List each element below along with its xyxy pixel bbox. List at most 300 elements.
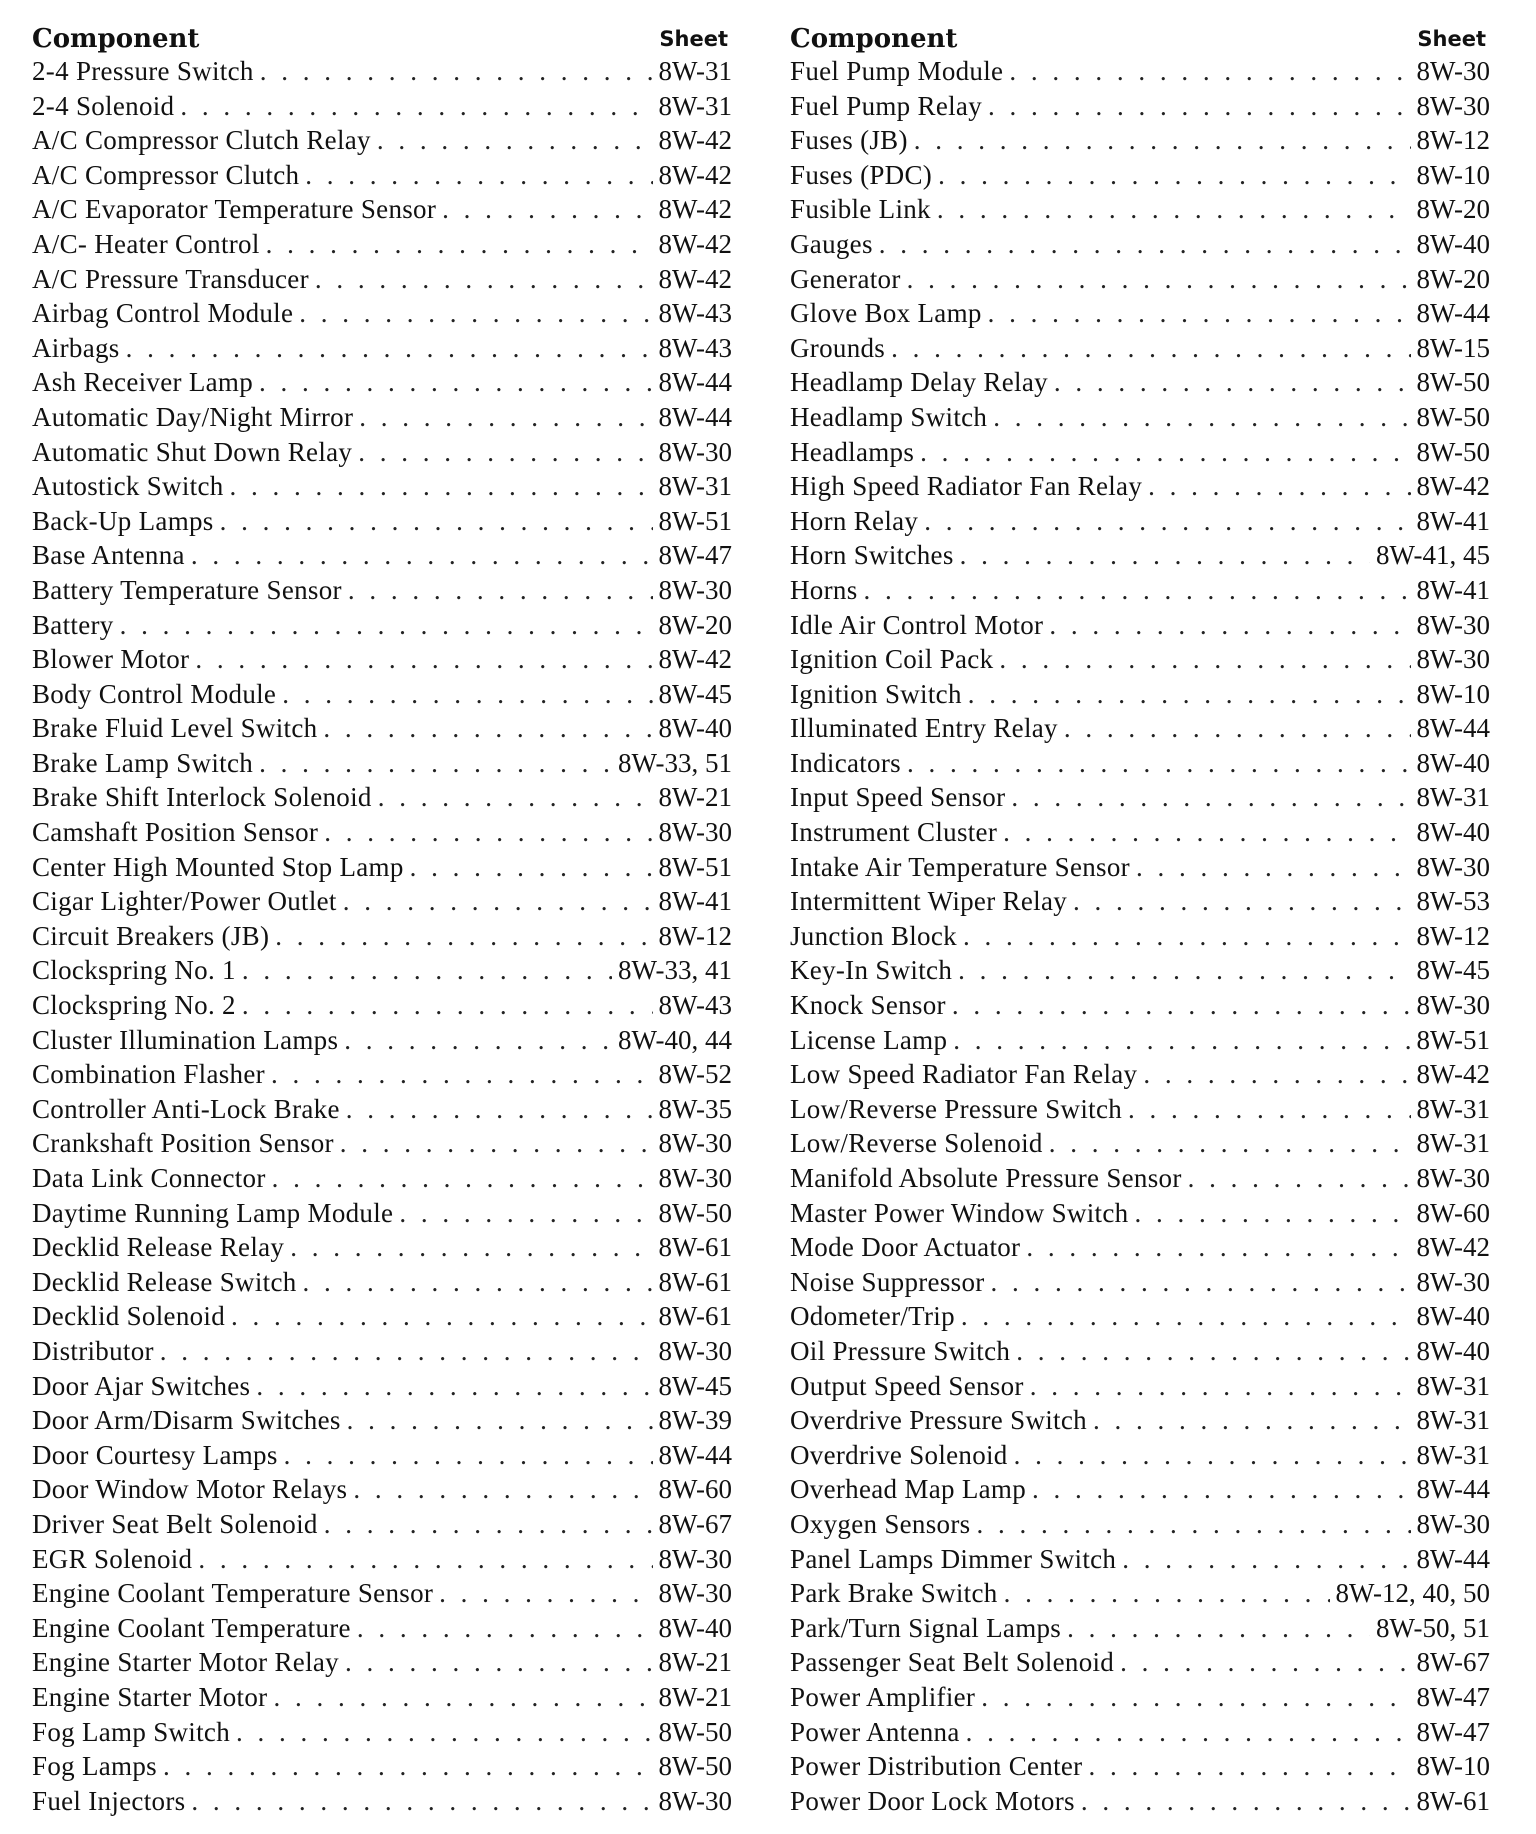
dot-leader [198,1542,652,1577]
sheet-reference: 8W-31 [1416,1128,1490,1159]
list-item [790,884,1490,919]
component-name: Overdrive Solenoid [790,1439,1008,1470]
sheet-reference: 8W-31 [1416,1439,1490,1470]
component-name: Headlamps [790,436,915,467]
sheet-reference: 8W-50 [1416,401,1490,432]
list-item [32,1438,732,1473]
dot-leader [999,642,1410,677]
dot-leader [358,435,652,470]
sheet-reference: 8W-42 [658,263,732,294]
dot-leader [991,1265,1411,1300]
component-list [790,54,1490,1818]
component-name: Ignition Coil Pack [790,644,994,675]
component-name: Park Brake Switch [790,1578,998,1609]
dot-leader [282,677,652,712]
component-name: Airbag Control Module [32,298,294,329]
component-name: Blower Motor [32,644,190,675]
component-name: Door Window Motor Relays [32,1474,348,1505]
list-item [32,1023,732,1058]
component-name: 2-4 Solenoid [32,90,175,121]
sheet-reference: 8W-20 [658,609,732,640]
list-item [32,1784,732,1819]
dot-leader [359,400,652,435]
component-name: Glove Box Lamp [790,298,982,329]
list-item [32,1576,732,1611]
sheet-header: Sheet [1417,27,1486,51]
component-name: Illuminated Entry Relay [790,713,1058,744]
component-name: Mode Door Actuator [790,1232,1021,1263]
list-item [790,815,1490,850]
dot-leader [1016,1334,1410,1369]
dot-leader [272,1161,653,1196]
list-item [32,400,732,435]
list-item [790,1265,1490,1300]
sheet-reference: 8W-51 [1416,1024,1490,1055]
sheet-header: Sheet [659,27,728,51]
component-name: Brake Lamp Switch [32,747,254,778]
list-item [32,1126,732,1161]
sheet-reference: 8W-30 [1416,851,1490,882]
component-name: Fog Lamp Switch [32,1716,230,1747]
list-item [790,192,1490,227]
sheet-reference: 8W-42 [1416,1232,1490,1263]
list-item [790,1542,1490,1577]
list-item [32,608,732,643]
dot-leader [220,504,653,539]
list-item [32,1472,732,1507]
dot-leader [346,1092,653,1127]
sheet-reference: 8W-40 [1416,1335,1490,1366]
dot-leader [1093,1403,1411,1438]
dot-leader [1081,1784,1411,1819]
list-item [790,469,1490,504]
dot-leader [399,1196,652,1231]
component-name: Combination Flasher [32,1059,265,1090]
component-name: Idle Air Control Motor [790,609,1044,640]
list-item [32,1715,732,1750]
sheet-reference: 8W-39 [658,1405,732,1436]
list-item [790,1092,1490,1127]
component-name: EGR Solenoid [32,1543,193,1574]
dot-leader [259,365,652,400]
component-name: Instrument Cluster [790,817,998,848]
sheet-reference: 8W-31 [658,90,732,121]
list-item [790,227,1490,262]
list-item [790,1715,1490,1750]
sheet-reference: 8W-40 [1416,817,1490,848]
component-name: Cigar Lighter/Power Outlet [32,886,337,917]
sheet-reference: 8W-52 [658,1059,732,1090]
sheet-reference: 8W-21 [658,782,732,813]
sheet-reference: 8W-20 [1416,263,1490,294]
component-name: Door Courtesy Lamps [32,1439,278,1470]
sheet-reference: 8W-31 [658,471,732,502]
dot-leader [259,746,612,781]
sheet-reference: 8W-30 [658,817,732,848]
component-name: Ignition Switch [790,678,962,709]
component-name: Controller Anti-Lock Brake [32,1093,340,1124]
dot-leader [914,123,1411,158]
sheet-reference: 8W-35 [658,1093,732,1124]
dot-leader [377,123,653,158]
dot-leader [163,1749,653,1784]
dot-leader [242,953,612,988]
sheet-reference: 8W-31 [1416,1093,1490,1124]
dot-leader [907,746,1411,781]
sheet-reference: 8W-40 [1416,1301,1490,1332]
sheet-reference: 8W-31 [658,56,732,86]
dot-leader [981,1680,1410,1715]
component-name: Engine Coolant Temperature Sensor [32,1578,434,1609]
sheet-reference: 8W-53 [1416,886,1490,917]
dot-leader [290,1230,652,1265]
sheet-reference: 8W-40 [1416,228,1490,259]
dot-leader [345,1645,653,1680]
dot-leader [1030,1369,1411,1404]
sheet-reference: 8W-31 [1416,782,1490,813]
dot-leader [976,1507,1410,1542]
dot-leader [1067,1611,1370,1646]
list-item [790,1507,1490,1542]
component-name: Oxygen Sensors [790,1508,971,1539]
list-item [790,158,1490,193]
list-item [790,1680,1490,1715]
dot-leader [266,227,653,262]
sheet-reference: 8W-30 [658,1335,732,1366]
sheet-reference: 8W-50 [1416,436,1490,467]
component-name: Center High Mounted Stop Lamp [32,851,404,882]
sheet-reference: 8W-12 [1416,125,1490,156]
component-name: Automatic Shut Down Relay [32,436,353,467]
list-item [32,642,732,677]
sheet-reference: 8W-50, 51 [1376,1612,1490,1643]
component-name: Engine Coolant Temperature [32,1612,351,1643]
list-item [790,1023,1490,1058]
sheet-reference: 8W-40, 44 [618,1024,732,1055]
list-item [32,504,732,539]
list-item [32,919,732,954]
sheet-reference: 8W-42 [1416,1059,1490,1090]
component-name: Power Amplifier [790,1681,976,1712]
sheet-reference: 8W-31 [1416,1370,1490,1401]
sheet-reference: 8W-41 [1416,574,1490,605]
sheet-reference: 8W-42 [658,228,732,259]
list-item [32,331,732,366]
list-item [32,1265,732,1300]
sheet-reference: 8W-44 [658,1439,732,1470]
dot-leader [968,677,1411,712]
component-name: Engine Starter Motor [32,1681,268,1712]
dot-leader [347,1403,653,1438]
sheet-reference: 8W-43 [658,990,732,1021]
sheet-reference: 8W-30 [658,1543,732,1574]
list-item [32,1057,732,1092]
dot-leader [180,89,652,124]
component-name: Battery [32,609,114,640]
dot-leader [1136,850,1411,885]
dot-leader [953,1023,1410,1058]
sheet-reference: 8W-42 [658,125,732,156]
dot-leader [1188,1161,1411,1196]
dot-leader [1122,1542,1410,1577]
sheet-reference: 8W-61 [1416,1785,1490,1816]
dot-leader [315,262,653,297]
list-item [790,1057,1490,1092]
dot-leader [958,953,1410,988]
dot-leader [299,296,652,331]
list-item [32,1230,732,1265]
sheet-reference: 8W-47 [658,540,732,571]
sheet-reference: 8W-47 [1416,1716,1490,1747]
component-name: Overhead Map Lamp [790,1474,1027,1505]
sheet-reference: 8W-50 [658,1197,732,1228]
column-header [790,20,1490,54]
list-item [32,89,732,124]
column-header [32,20,732,54]
sheet-reference: 8W-30 [1416,56,1490,86]
component-name: Ash Receiver Lamp [32,367,254,398]
dot-leader [1088,1749,1410,1784]
component-name: Horn Switches [790,540,954,571]
list-item [32,123,732,158]
dot-leader [256,1369,652,1404]
sheet-reference: 8W-41 [1416,505,1490,536]
list-item [32,1507,732,1542]
list-item [32,884,732,919]
sheet-reference: 8W-31 [1416,1405,1490,1436]
sheet-reference: 8W-12, 40, 50 [1335,1578,1490,1609]
sheet-reference: 8W-10 [1416,1751,1490,1782]
sheet-reference: 8W-44 [1416,1474,1490,1505]
list-item [32,262,732,297]
list-item [32,815,732,850]
dot-leader [160,1334,653,1369]
component-name: Daytime Running Lamp Module [32,1197,394,1228]
dot-leader [960,538,1370,573]
list-item [790,365,1490,400]
list-item [32,1645,732,1680]
component-name: Gauges [790,228,873,259]
component-name: Circuit Breakers (JB) [32,920,270,951]
dot-leader [924,504,1410,539]
component-name: A/C- Heater Control [32,228,260,259]
list-item [32,1334,732,1369]
sheet-reference: 8W-30 [658,1128,732,1159]
component-name: Fusible Link [790,194,931,225]
dot-leader [891,331,1410,366]
sheet-reference: 8W-67 [1416,1647,1490,1678]
component-name: Key-In Switch [790,955,953,986]
component-name: A/C Compressor Clutch [32,159,300,190]
list-item [790,953,1490,988]
sheet-reference: 8W-30 [658,1163,732,1193]
sheet-reference: 8W-44 [658,367,732,398]
sheet-reference: 8W-45 [658,1370,732,1401]
dot-leader [343,884,653,919]
component-name: Fuel Pump Relay [790,90,982,121]
list-item [32,1403,732,1438]
component-name: Headlamp Switch [790,401,988,432]
list-item [790,1645,1490,1680]
dot-leader [236,1715,653,1750]
list-item [32,953,732,988]
component-name: Overdrive Pressure Switch [790,1405,1087,1436]
component-name: Power Door Lock Motors [790,1785,1075,1816]
list-item [32,850,732,885]
dot-leader [1026,1230,1410,1265]
dot-leader [305,158,652,193]
list-item [32,158,732,193]
list-item [790,780,1490,815]
list-item [790,296,1490,331]
component-header: Component [32,24,200,54]
dot-leader [303,1265,653,1300]
component-name: Oil Pressure Switch [790,1335,1011,1366]
component-name: Clockspring No. 2 [32,990,236,1021]
dot-leader [275,919,652,954]
sheet-reference: 8W-42 [658,194,732,225]
component-name: Knock Sensor [790,990,946,1021]
component-name: High Speed Radiator Fan Relay [790,471,1143,502]
list-item [790,89,1490,124]
list-item [32,365,732,400]
list-item [790,1611,1490,1646]
component-name: Data Link Connector [32,1163,266,1193]
dot-leader [344,1023,612,1058]
list-item [790,1126,1490,1161]
sheet-reference: 8W-42 [658,159,732,190]
component-header: Component [790,24,958,54]
component-name: Park/Turn Signal Lamps [790,1612,1062,1643]
component-name: Master Power Window Switch [790,1197,1129,1228]
component-name: Horns [790,574,858,605]
sheet-reference: 8W-30 [1416,1163,1490,1193]
sheet-reference: 8W-30 [658,436,732,467]
sheet-reference: 8W-44 [1416,298,1490,329]
list-item [32,1749,732,1784]
sheet-reference: 8W-30 [1416,1266,1490,1297]
dot-leader [963,919,1411,954]
list-item [32,746,732,781]
component-name: Fog Lamps [32,1751,157,1782]
dot-leader [938,158,1410,193]
component-name: Decklid Release Switch [32,1266,297,1297]
list-item [790,573,1490,608]
component-name: Passenger Seat Belt Solenoid [790,1647,1115,1678]
dot-leader [324,1507,653,1542]
component-name: License Lamp [790,1024,948,1055]
sheet-reference: 8W-42 [1416,471,1490,502]
dot-leader [340,1126,653,1161]
dot-leader [1032,1472,1410,1507]
sheet-reference: 8W-30 [658,1785,732,1816]
list-item [790,711,1490,746]
component-name: Junction Block [790,920,957,951]
dot-leader [961,1299,1411,1334]
list-item [790,988,1490,1023]
list-item [790,1299,1490,1334]
component-name: Crankshaft Position Sensor [32,1128,334,1159]
list-item [32,54,732,89]
dot-leader [348,573,653,608]
component-name: Noise Suppressor [790,1266,985,1297]
list-item [32,227,732,262]
sheet-reference: 8W-40 [1416,747,1490,778]
component-name: 2-4 Pressure Switch [32,56,254,86]
dot-leader [1011,780,1410,815]
component-name: Odometer/Trip [790,1301,955,1332]
dot-leader [1003,815,1410,850]
list-item [790,538,1490,573]
component-name: A/C Evaporator Temperature Sensor [32,194,437,225]
list-item [32,1611,732,1646]
component-name: Power Antenna [790,1716,960,1747]
sheet-reference: 8W-30 [1416,609,1490,640]
list-item [32,296,732,331]
list-item [32,1092,732,1127]
dot-leader [242,988,653,1023]
component-name: Fuel Injectors [32,1785,186,1816]
component-name: Door Ajar Switches [32,1370,251,1401]
sheet-reference: 8W-45 [658,678,732,709]
dot-leader [1134,1196,1410,1231]
list-item [32,1680,732,1715]
dot-leader [1064,711,1411,746]
sheet-reference: 8W-33, 51 [618,747,732,778]
list-item [32,677,732,712]
dot-leader [1120,1645,1410,1680]
sheet-reference: 8W-45 [1416,955,1490,986]
list-item [32,538,732,573]
component-name: Battery Temperature Sensor [32,574,342,605]
list-item [790,677,1490,712]
dot-leader [323,711,652,746]
component-name: Base Antenna [32,540,185,571]
dot-leader [1054,365,1411,400]
list-item [790,850,1490,885]
list-item [790,262,1490,297]
sheet-reference: 8W-67 [658,1508,732,1539]
dot-leader [1148,469,1410,504]
component-name: Intermittent Wiper Relay [790,886,1068,917]
sheet-reference: 8W-30 [1416,90,1490,121]
sheet-reference: 8W-60 [1416,1197,1490,1228]
sheet-reference: 8W-51 [658,505,732,536]
list-item [790,331,1490,366]
dot-leader [907,262,1411,297]
dot-leader [191,1784,652,1819]
component-name: Output Speed Sensor [790,1370,1024,1401]
sheet-reference: 8W-40 [658,713,732,744]
dot-leader [120,608,653,643]
sheet-reference: 8W-44 [1416,1543,1490,1574]
list-item [790,1196,1490,1231]
dot-leader [952,988,1411,1023]
dot-leader [988,296,1411,331]
list-item [790,919,1490,954]
component-name: Body Control Module [32,678,277,709]
dot-leader [191,538,653,573]
list-item [790,1784,1490,1819]
dot-leader [273,1680,652,1715]
sheet-reference: 8W-43 [658,298,732,329]
component-name: Brake Fluid Level Switch [32,713,318,744]
component-name: Fuses (PDC) [790,159,933,190]
sheet-reference: 8W-61 [658,1232,732,1263]
list-item [790,608,1490,643]
sheet-reference: 8W-12 [1416,920,1490,951]
list-item [32,573,732,608]
